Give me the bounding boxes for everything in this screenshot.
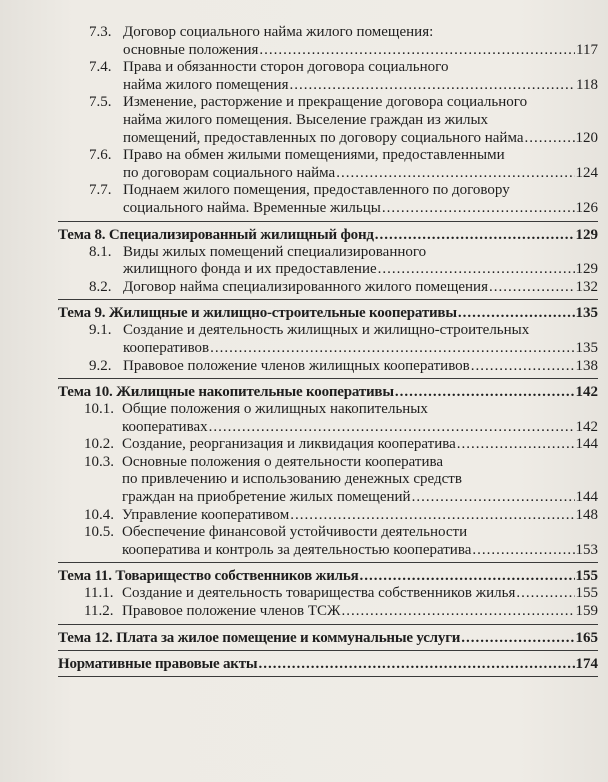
page-number: 135 xyxy=(575,339,598,356)
dot-leader xyxy=(258,655,574,673)
entry-line: по договорам социального найма xyxy=(123,164,336,181)
entry-line: Обеспечение финансовой устойчивости деятельности xyxy=(122,524,468,541)
page-number: 124 xyxy=(575,164,598,181)
topic-title: Тема 8. Специализированный жилищный фонд xyxy=(58,226,374,243)
section-number: 11.1. xyxy=(84,585,114,602)
page-number: 148 xyxy=(575,506,598,523)
page-number: 117 xyxy=(576,41,598,58)
section-number: 10.2. xyxy=(84,436,114,453)
divider-line xyxy=(58,650,598,651)
dot-leader xyxy=(412,489,575,507)
page-number: 144 xyxy=(575,436,598,453)
toc-entry-10-1[interactable] xyxy=(58,401,598,436)
toc-topic-10[interactable] xyxy=(58,383,598,401)
dot-leader xyxy=(360,567,575,585)
toc-topic-12[interactable] xyxy=(58,629,598,647)
dot-leader xyxy=(290,507,574,525)
section-number: 7.4. xyxy=(89,59,112,76)
toc-entry-7-3[interactable] xyxy=(58,24,598,59)
page-number: 132 xyxy=(575,278,598,295)
entry-line: помещений, предоставленных по договору социального найма xyxy=(123,129,524,146)
toc-normative-acts[interactable] xyxy=(58,655,598,673)
entry-line: Виды жилых помещений специализированного xyxy=(123,243,427,260)
divider-line xyxy=(58,378,598,379)
section-number: 9.1. xyxy=(89,322,112,339)
toc-entry-8-1[interactable] xyxy=(58,244,598,279)
topic-title: Тема 11. Товарищество собственников жилья xyxy=(58,568,359,585)
toc-entry-7-7[interactable] xyxy=(58,182,598,217)
toc-topic-11[interactable] xyxy=(58,567,598,585)
dot-leader xyxy=(457,436,575,454)
section-number: 10.1. xyxy=(84,401,114,418)
page-number: 155 xyxy=(575,568,598,585)
dot-leader xyxy=(210,340,574,358)
entry-line: Право на обмен жилыми помещениями, предоставленными xyxy=(123,147,505,164)
entry-line: социального найма. Временные жильцы xyxy=(123,199,381,216)
section-number: 7.7. xyxy=(89,182,112,199)
dot-leader xyxy=(458,304,575,322)
divider-line xyxy=(58,624,598,625)
divider-line xyxy=(58,676,598,677)
divider-line xyxy=(58,299,598,300)
divider-line xyxy=(58,221,598,222)
toc-entry-7-6[interactable] xyxy=(58,147,598,182)
page-number: 138 xyxy=(575,357,598,374)
entry-line: Основные положения о деятельности кооператива xyxy=(122,453,444,470)
dot-leader xyxy=(341,603,574,621)
entry-line: кооператива и контроль за деятельностью кооператива xyxy=(122,541,472,558)
page-number: 155 xyxy=(575,585,598,602)
toc-topic-8[interactable] xyxy=(58,226,598,244)
dot-leader xyxy=(489,279,575,297)
toc-entry-10-5[interactable] xyxy=(58,524,598,559)
dot-leader xyxy=(471,358,575,376)
topic-title: Нормативные правовые акты xyxy=(58,655,258,672)
page-number: 142 xyxy=(575,418,598,435)
toc-entry-9-1[interactable] xyxy=(58,322,598,357)
section-number: 9.2. xyxy=(89,357,112,374)
page-number: 153 xyxy=(575,541,598,558)
dot-leader xyxy=(461,629,574,647)
entry-line: найма жилого помещения. Выселение граждан из жилых xyxy=(123,111,489,128)
entry-line: жилищного фонда и их предоставление xyxy=(123,261,377,278)
page-number: 159 xyxy=(575,603,598,620)
page-number: 129 xyxy=(575,226,598,243)
toc-entry-9-2[interactable] xyxy=(58,358,598,376)
dot-leader xyxy=(395,383,575,401)
topic-title: Тема 9. Жилищные и жилищно-строительные кооперативы xyxy=(58,305,457,322)
section-number: 11.2. xyxy=(84,603,114,620)
page-number: 129 xyxy=(575,261,598,278)
section-number: 7.3. xyxy=(89,24,112,40)
entry-line: кооперативов xyxy=(123,339,210,356)
toc-topic-9[interactable] xyxy=(58,304,598,322)
page-number: 142 xyxy=(575,384,598,401)
page-number: 165 xyxy=(575,629,598,646)
toc-entry-8-2[interactable] xyxy=(58,279,598,297)
toc-entry-7-4[interactable] xyxy=(58,59,598,94)
toc-entry-11-2[interactable] xyxy=(58,603,598,621)
dot-leader xyxy=(382,200,575,218)
section-number: 7.6. xyxy=(89,147,112,164)
page-number: 135 xyxy=(575,305,598,322)
section-number: 10.4. xyxy=(84,506,114,523)
section-number: 8.2. xyxy=(89,278,112,295)
divider-line xyxy=(58,562,598,563)
toc-entry-10-4[interactable] xyxy=(58,507,598,525)
page-number: 126 xyxy=(575,199,598,216)
entry-line: Общие положения о жилищных накопительных xyxy=(122,401,428,418)
entry-line: найма жилого помещения xyxy=(123,76,289,93)
entry-line: основные положения xyxy=(123,41,259,58)
dot-leader xyxy=(375,226,575,244)
entry-line: Создание и деятельность товарищества собственников жилья xyxy=(122,585,516,602)
section-number: 7.5. xyxy=(89,94,112,111)
dot-leader xyxy=(336,165,574,183)
dot-leader xyxy=(259,42,575,60)
section-number: 10.3. xyxy=(84,453,114,470)
entry-line: Правовое положение членов ТСЖ xyxy=(122,603,341,620)
entry-line: Договор социального найма жилого помещения: xyxy=(123,24,434,40)
entry-line: Правовое положение членов жилищных кооперативов xyxy=(123,357,470,374)
dot-leader xyxy=(378,261,575,279)
entry-line: Договор найма специализированного жилого помещения xyxy=(123,278,488,295)
topic-title: Тема 12. Плата за жилое помещение и коммунальные услуги xyxy=(58,629,461,646)
section-number: 8.1. xyxy=(89,243,112,260)
page-number: 118 xyxy=(576,76,598,93)
toc-entry-10-3[interactable] xyxy=(58,454,598,507)
entry-line: по привлечению и использованию денежных средств xyxy=(122,471,462,488)
entry-line: Управление кооперативом xyxy=(122,506,290,523)
toc-entry-11-1[interactable] xyxy=(58,585,598,603)
entry-line: граждан на приобретение жилых помещений xyxy=(122,489,411,506)
dot-leader xyxy=(209,419,575,437)
toc-entry-7-5[interactable] xyxy=(58,94,598,147)
entry-line: Поднаем жилого помещения, предоставленного по договору xyxy=(123,182,510,199)
entry-line: Изменение, расторжение и прекращение договора социального xyxy=(123,94,528,111)
page-number: 174 xyxy=(575,655,598,672)
table-of-contents xyxy=(58,24,598,681)
dot-leader xyxy=(289,77,575,95)
dot-leader xyxy=(516,585,574,603)
topic-title: Тема 10. Жилищные накопительные кооперативы xyxy=(58,384,394,401)
entry-line: Права и обязанности сторон договора социального xyxy=(123,59,449,76)
dot-leader xyxy=(472,542,574,560)
page-number: 144 xyxy=(575,489,598,506)
dot-leader xyxy=(525,130,575,148)
toc-entry-10-2[interactable] xyxy=(58,436,598,454)
section-number: 10.5. xyxy=(84,524,114,541)
entry-line: Создание и деятельность жилищных и жилищно-строительных xyxy=(123,322,530,339)
entry-line: кооперативах xyxy=(122,418,208,435)
page-number: 120 xyxy=(575,129,598,146)
entry-line: Создание, реорганизация и ликвидация кооператива xyxy=(122,436,456,453)
